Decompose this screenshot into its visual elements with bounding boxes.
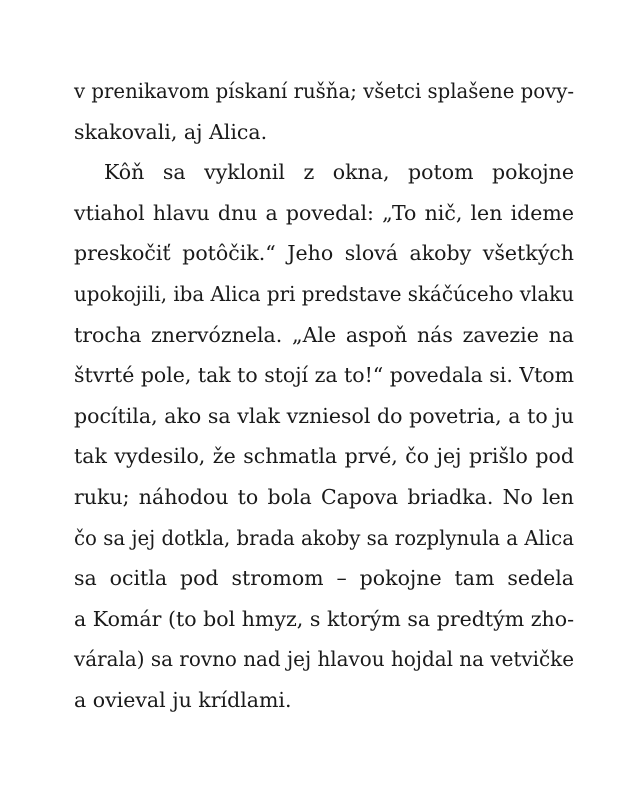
text-line: upokojili, iba Alica pri predstave skáčúceho vlaku [74, 281, 574, 306]
text-line: a Komár (to bol hmyz, s ktorým sa predtým zho- [74, 606, 574, 631]
text-line: tak vydesilo, že schmatla prvé, čo jej prišlo pod [74, 444, 574, 469]
text-line: vtiahol hlavu dnu a povedal: „To nič, len ideme [74, 200, 574, 225]
text-line: várala) sa rovno nad jej hlavou hojdal na vetvičke [74, 647, 574, 672]
text-line: a ovieval ju krídlami. [74, 687, 292, 712]
text-line: skakovali, aj Alica. [74, 119, 268, 144]
text-line: pocítila, ako sa vlak vzniesol do povetria, a to ju [74, 403, 574, 428]
text-line: štvrté pole, tak to stojí za to!“ povedala si. Vtom [74, 363, 574, 388]
paragraph-start-line: Kôň sa vyklonil z okna, potom pokojne [104, 160, 574, 185]
text-line: preskočiť potôčik.“ Jeho slová akoby všetkých [74, 241, 574, 266]
text-line: čo sa jej dotkla, brada akoby sa rozplynula a Alica [74, 525, 574, 550]
text-line: sa ocitla pod stromom – pokojne tam sedela [74, 566, 575, 591]
text-line: ruku; náhodou to bola Capova briadka. No len [74, 484, 574, 509]
text-line: trocha znervóznela. „Ale aspoň nás zavezie na [74, 322, 574, 347]
text-line: v prenikavom pískaní rušňa; všetci splašene povy- [74, 79, 574, 103]
body-text [74, 71, 574, 721]
